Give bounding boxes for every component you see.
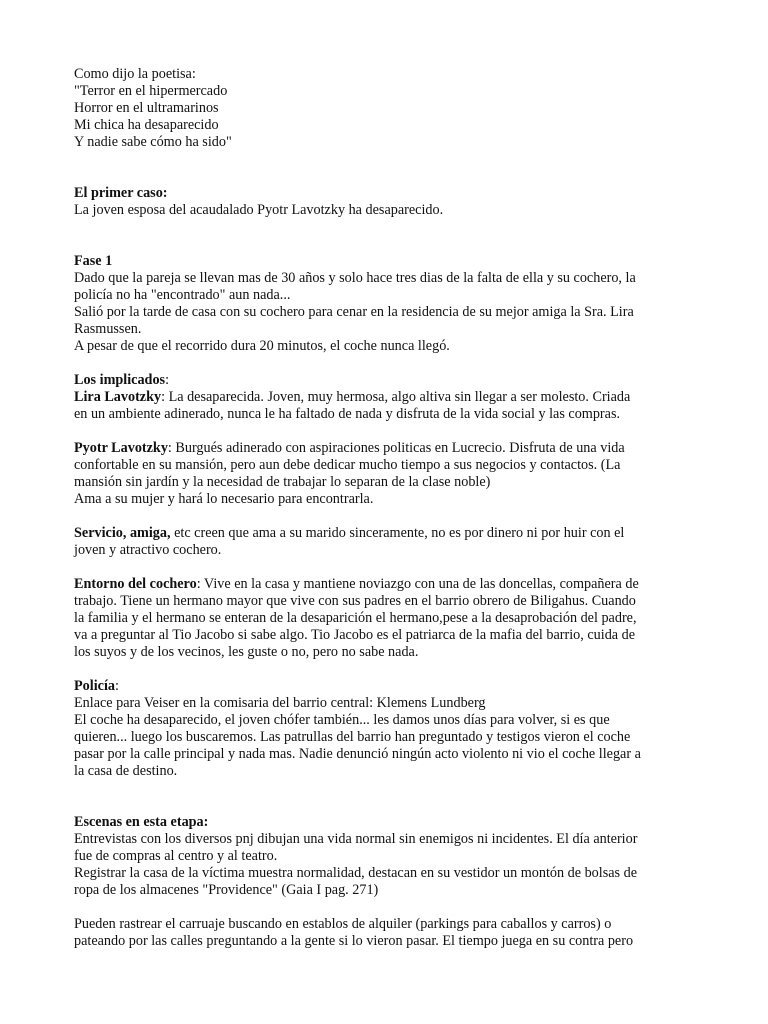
entorno-line: trabajo. Tiene un hermano mayor que vive con sus padres en el barrio obrero de Biligahus. Cuando	[74, 593, 636, 609]
policia-name: Policía	[74, 678, 115, 694]
servicio-block	[74, 525, 712, 559]
poem-line: Como dijo la poetisa:	[74, 66, 196, 82]
implicados-heading: Los implicados	[74, 372, 166, 388]
poem-block	[74, 66, 712, 151]
escenas-line: Entrevistas con los diversos pnj dibujan una vida normal sin enemigos ni incidentes. El día anterior	[74, 831, 638, 847]
escenas-p2-line: pateando por las calles preguntando a la gente si lo vieron pasar. El tiempo juega en su contra pero	[74, 933, 634, 949]
fase1-line: Salió por la tarde de casa con su cochero para cenar en la residencia de su mejor amiga la Sra. Lira	[74, 304, 634, 320]
policia-line: quieren... luego los buscaremos. Las patrullas del barrio han preguntado y testigos vieron el coche	[74, 729, 631, 745]
escenas-section	[74, 814, 712, 899]
escenas-heading: Escenas en esta etapa:	[74, 814, 209, 830]
entorno-description: : Vive en la casa y mantiene noviazgo con una de las doncellas, compañera de	[196, 576, 639, 592]
lira-description: : La desaparecida. Joven, muy hermosa, algo altiva sin llegar a ser molesto. Criada	[161, 389, 631, 405]
escenas-line: Registrar la casa de la víctima muestra normalidad, destacan en su vestidor un montón de bolsas de	[74, 865, 637, 881]
entorno-line: los suyos y de los vecinos, les guste o no, pero no sabe nada.	[74, 644, 419, 660]
poem-line: "Terror en el hipermercado	[74, 83, 228, 99]
poem-line: Mi chica ha desaparecido	[74, 117, 219, 133]
policia-block	[74, 678, 712, 780]
primer-caso-text: La joven esposa del acaudalado Pyotr Lavotzky ha desaparecido.	[74, 202, 444, 218]
escenas-p2-line: Pueden rastrear el carruaje buscando en establos de alquiler (parkings para caballos y carros) o	[74, 916, 612, 932]
lira-line: en un ambiente adinerado, nunca le ha faltado de nada y disfruta de la vida social y las compras.	[74, 406, 621, 422]
pyotr-line: confortable en su mansión, pero aun debe dedicar mucho tiempo a sus negocios y contactos. (La	[74, 457, 621, 473]
implicados-heading-suffix: :	[165, 372, 170, 388]
entorno-line: la familia y el hermano se enteran de la desaparición el hermano,pese a la desaprobación del padre,	[74, 610, 637, 626]
entorno-line: va a preguntar al Tio Jacobo si sabe algo. Tio Jacobo es el patriarca de la mafia del barrio, cuida de	[74, 627, 636, 643]
policia-line: pasar por la calle principal y nada mas. Nadie denunció ningún acto violento ni vio el coche llegar a	[74, 746, 641, 762]
fase1-line: Dado que la pareja se llevan mas de 30 años y solo hace tres dias de la falta de ella y su cochero, la	[74, 270, 636, 286]
escenas-line: fue de compras al centro y al teatro.	[74, 848, 278, 864]
poem-line: Horror en el ultramarinos	[74, 100, 219, 116]
servicio-name: Servicio, amiga,	[74, 525, 171, 541]
poem-line: Y nadie sabe cómo ha sido"	[74, 134, 232, 150]
fase1-heading: Fase 1	[74, 253, 113, 269]
policia-line: Enlace para Veiser en la comisaria del barrio central: Klemens Lundberg	[74, 695, 486, 711]
entorno-name: Entorno del cochero	[74, 576, 197, 592]
fase1-line: Rasmussen.	[74, 321, 142, 337]
escenas-paragraph2	[74, 916, 712, 950]
fase1-line: policía no ha "encontrado" aun nada...	[74, 287, 291, 303]
implicados-section	[74, 372, 712, 423]
pyotr-description: : Burgués adinerado con aspiraciones politicas en Lucrecio. Disfruta de una vida	[167, 440, 625, 456]
escenas-line: ropa de los almacenes "Providence" (Gaia I pag. 271)	[74, 882, 379, 898]
servicio-description: etc creen que ama a su marido sinceramente, no es por dinero ni por huir con el	[170, 525, 625, 541]
policia-suffix: :	[114, 678, 119, 694]
policia-line: la casa de destino.	[74, 763, 178, 779]
pyotr-block	[74, 440, 712, 508]
pyotr-line: mansión sin jardín y la necesidad de trabajar lo separan de la clase noble)	[74, 474, 491, 490]
lira-name: Lira Lavotzky	[74, 389, 162, 405]
primer-caso-heading: El primer caso:	[74, 185, 168, 201]
entorno-block	[74, 576, 712, 661]
fase1-section	[74, 253, 712, 355]
policia-line: El coche ha desaparecido, el joven chófer también... les damos unos días para volver, si es que	[74, 712, 610, 728]
fase1-line: A pesar de que el recorrido dura 20 minutos, el coche nunca llegó.	[74, 338, 450, 354]
pyotr-line: Ama a su mujer y hará lo necesario para encontrarla.	[74, 491, 374, 507]
servicio-line: joven y atractivo cochero.	[74, 542, 222, 558]
primer-caso-section	[74, 185, 712, 219]
pyotr-name: Pyotr Lavotzky	[74, 440, 168, 456]
